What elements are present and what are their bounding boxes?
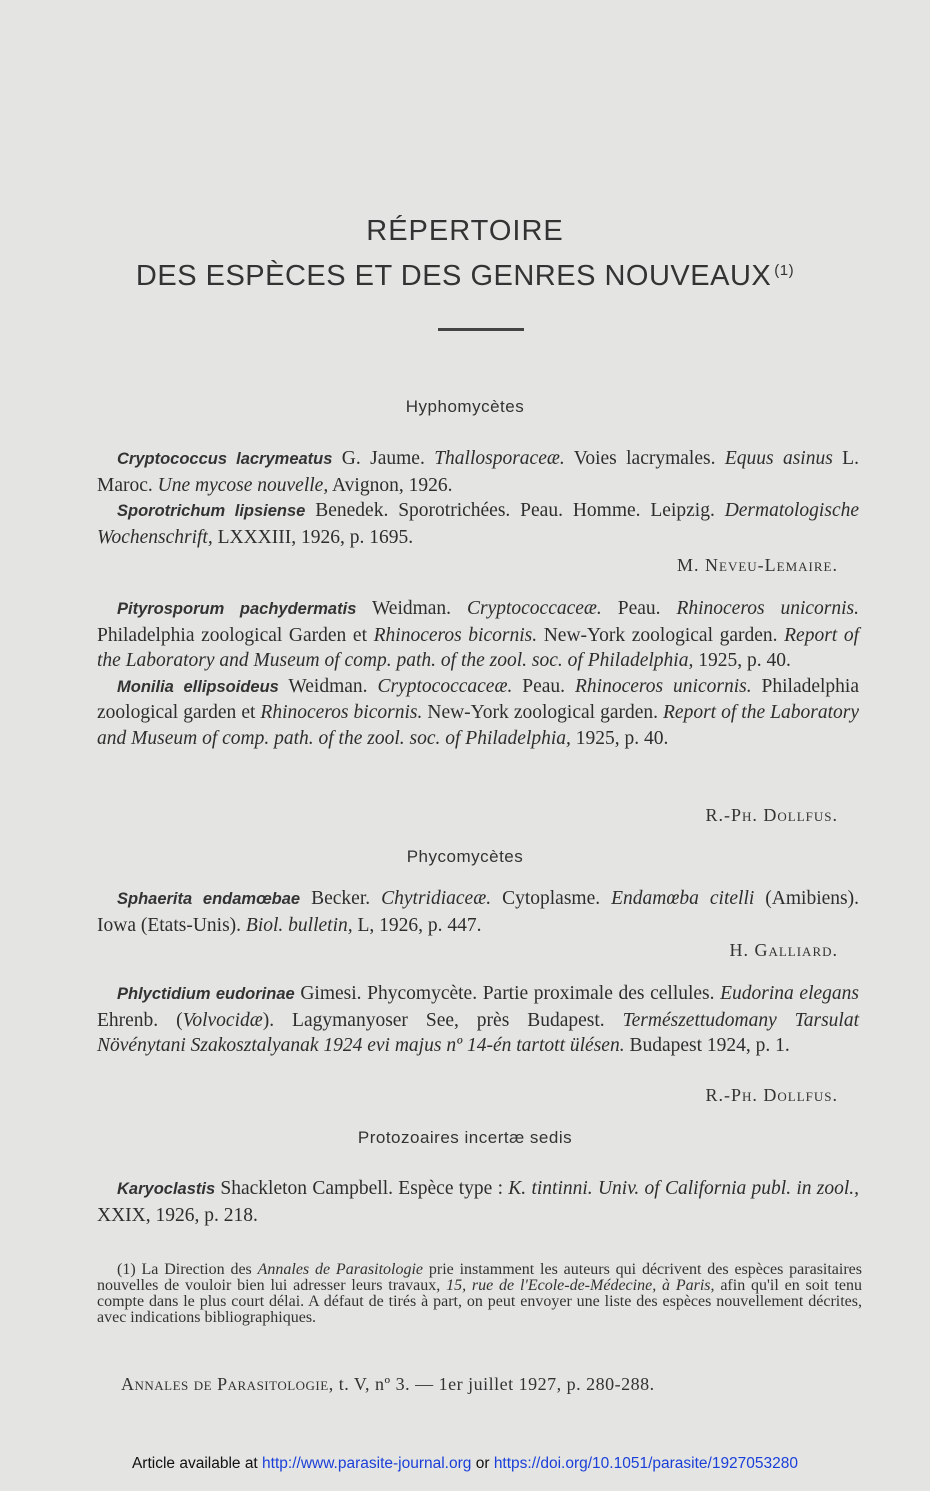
host-name: Rhinoceros unicornis. [575, 675, 752, 697]
section-heading-phycomycetes: Phycomycètes [406, 847, 524, 866]
journal-details: t. V, nº 3. — 1er juillet 1927, p. 280-288. [333, 1374, 655, 1394]
entry-text: Shackleton Campbell. Espèce type : [215, 1178, 509, 1199]
publication: Une mycose nouvelle, [157, 474, 329, 496]
entry-text: Budapest 1924, p. 1. [624, 1035, 790, 1056]
author-signature: H. Galliard. [729, 940, 838, 960]
entry-text: Peau. [512, 675, 575, 697]
species-name: Monilia ellipsoideus [117, 677, 279, 696]
publication: Univ. of California publ. in zool., [597, 1178, 860, 1199]
entry-text: Peau. [601, 598, 677, 619]
footnote-text [97, 1262, 862, 1326]
entry-sporotrichum [97, 498, 859, 550]
entry-pityrosporum [97, 596, 859, 674]
entry-text: Becker. [300, 888, 382, 909]
entry-monilia [97, 674, 859, 752]
host-name: Rhinoceros bicornis. [260, 702, 423, 723]
species-name: Phlyctidium eudorinae [117, 985, 295, 1003]
entry-text: Voies lacrymales. [564, 448, 725, 469]
section-heading-hyphomycetes: Hyphomycètes [405, 397, 525, 416]
footnote-address: 15, rue de l'Ecole-de-Médecine, à Paris, [446, 1277, 715, 1294]
entry-text: 1925, p. 40. [570, 727, 669, 749]
entry-cryptococcus [97, 446, 859, 498]
species-name: Sporotrichum lipsiense [117, 502, 306, 520]
footnote-ref: (1) [774, 262, 795, 279]
footer-prefix: Article available at [131, 1455, 263, 1472]
article-footer [0, 1455, 930, 1473]
author-signature: R.-Ph. Dollfus. [705, 1085, 838, 1105]
host-name: Eudorina elegans [720, 983, 859, 1004]
entry-text: Philadelphia zoological Garden et [97, 624, 374, 646]
entry-text: Weidman. [278, 675, 378, 697]
entry-text: (Amibiens). Iowa (Etats-Unis). [97, 888, 859, 936]
footnote-journal: Annales de Parasitologie [257, 1261, 424, 1278]
entry-phlyctidium [97, 981, 859, 1059]
host-name: Endamœba citelli [611, 888, 755, 909]
species-name: Cryptococcus lacrymeatus [117, 450, 333, 468]
entry-text: Ehrenb. ( [97, 1009, 183, 1031]
type-species: K. tintinni. [508, 1178, 593, 1199]
entry-block-phycomycetes-1 [97, 886, 859, 938]
journal-name: Annales de Parasitologie, [121, 1374, 334, 1394]
entry-text: Cytoplasme. [491, 888, 612, 909]
title-divider [438, 328, 524, 331]
entry-text: G. Jaume. [332, 448, 435, 469]
entry-block-phycomycetes-2 [97, 981, 859, 1059]
entry-block-hyphomycetes-1 [97, 446, 859, 550]
publication: Report of the Laboratory and Museum of comp. path. of the zool. soc. of Philadelphia, [97, 624, 859, 671]
species-name: Pityrosporum pachydermatis [117, 600, 357, 618]
publication: Biol. bulletin, [245, 914, 353, 936]
entry-text: Benedek. Sporotrichées. Peau. Homme. Leipzig. [305, 500, 725, 521]
journal-reference [121, 1374, 655, 1395]
entry-text: Weidman. [356, 598, 467, 619]
entry-block-hyphomycetes-2 [97, 596, 859, 751]
footnote-part: afin qu'il en soit tenu compte dans le plus court délai. A défaut de tirés à part, on peut envoyer une liste des espèces nouvellement décrites, avec indications bibliographiques. [97, 1277, 862, 1326]
entry-text: ). Lagymanyoser See, près Budapest. [262, 1009, 623, 1031]
entry-text: Philadelphia zoological garden et [97, 675, 860, 723]
entry-text: L, 1926, p. 447. [352, 914, 482, 936]
footnote-part: prie instamment les auteurs qui décrivent des espèces parasitaires nouvelles de vouloir bien lui adresser leurs travaux, [97, 1261, 863, 1294]
family-name: Cryptococcaceæ. [466, 598, 602, 619]
section-heading-protozoaires: Protozoaires incertæ sedis [357, 1128, 573, 1147]
entry-sphaerita [97, 886, 859, 938]
page-title-text: DES ESPÈCES ET DES GENRES NOUVEAUX [135, 260, 772, 292]
entry-text: Gimesi. Phycomycète. Partie proximale des cellules. [294, 983, 721, 1004]
page-title-line2 [0, 260, 930, 293]
doi-link[interactable]: https://doi.org/10.1051/parasite/1927053280 [493, 1455, 799, 1472]
footnote [97, 1262, 862, 1326]
entry-text: 1925, p. 40. [693, 650, 791, 671]
host-name: Equus asinus [724, 448, 833, 469]
entry-text: LXXXIII, 1926, p. 1695. [212, 526, 414, 548]
host-name: Rhinoceros bicornis. [373, 624, 538, 646]
author-signature: M. Neveu-Lemaire. [677, 555, 838, 575]
family-name: Volvocidæ [182, 1009, 263, 1031]
entry-text: Avignon, 1926. [328, 474, 453, 496]
host-name: Rhinoceros unicornis. [676, 598, 859, 619]
entry-text: L. Maroc. [97, 448, 859, 496]
family-name: Chytridiaceæ. [381, 888, 492, 909]
species-name: Karyoclastis [117, 1180, 216, 1198]
footer-middle: or [471, 1455, 494, 1472]
publication: Természettudomany Tarsulat Növénytani Szakosztalyanak 1924 evi majus nº 14-én tartott ülésen. [97, 1009, 860, 1056]
family-name: Thallosporaceæ. [434, 448, 565, 469]
entry-text: New-York zoological garden. [422, 702, 664, 723]
family-name: Cryptococcaceæ. [377, 675, 513, 697]
entry-text: New-York zoological garden. [537, 624, 785, 646]
entry-karyoclastis [97, 1176, 859, 1228]
publication: Report of the Laboratory and Museum of comp. path. of the zool. soc. of Philadelphia, [97, 702, 859, 749]
author-signature: R.-Ph. Dollfus. [705, 805, 838, 825]
footnote-part: (1) La Direction des [117, 1261, 258, 1278]
entry-block-protozoaires [97, 1176, 859, 1228]
species-name: Sphaerita endamœbae [117, 890, 301, 908]
journal-link[interactable]: http://www.parasite-journal.org [262, 1455, 472, 1472]
entry-text: XXIX, 1926, p. 218. [97, 1204, 258, 1226]
publication: Dermatologische Wochenschrift, [97, 500, 859, 548]
page-title-line1: RÉPERTOIRE [366, 215, 564, 247]
